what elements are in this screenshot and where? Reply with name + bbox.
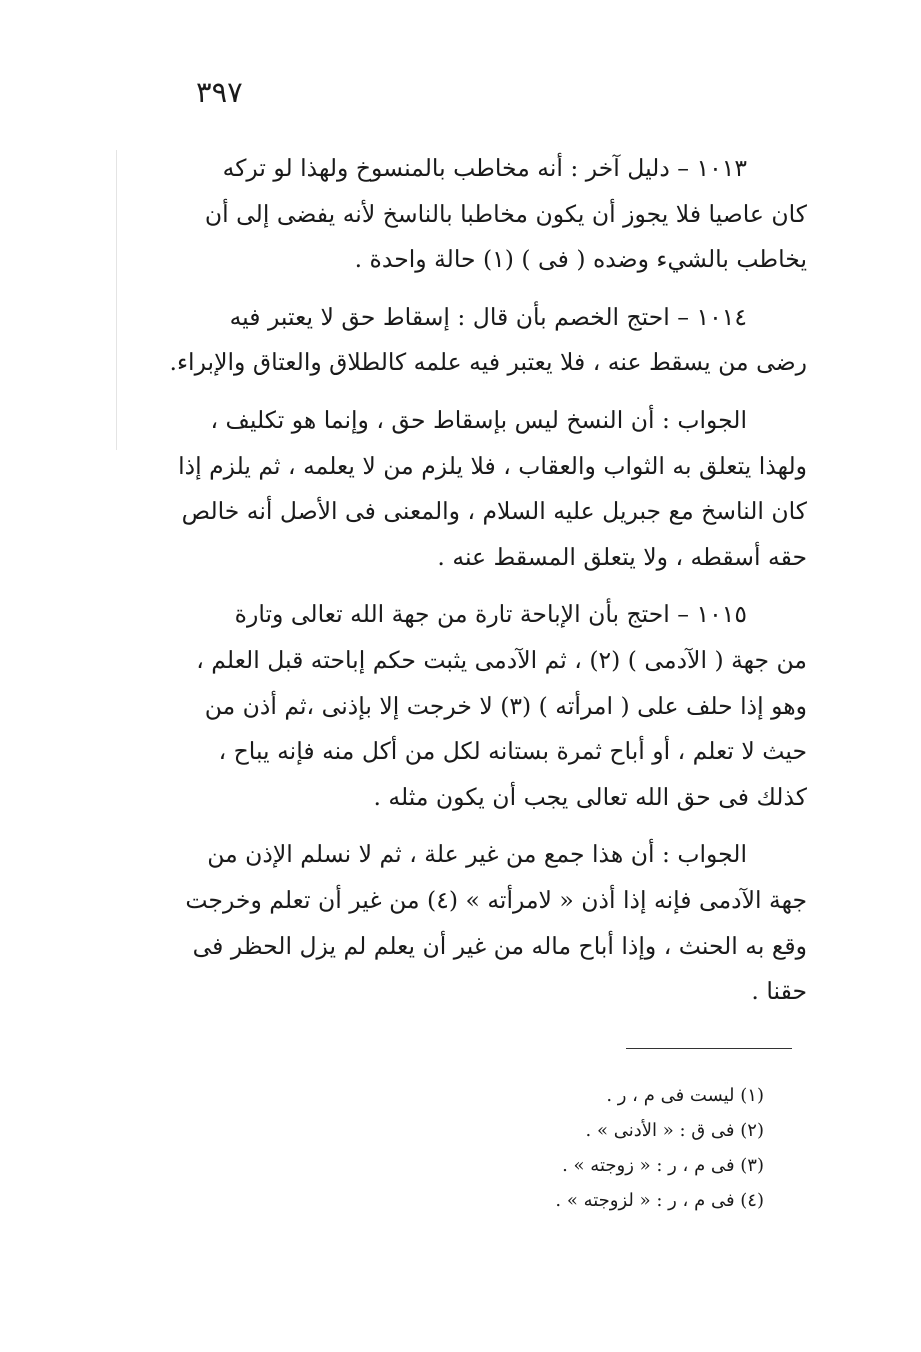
text-line: وقع به الحنث ، وإذا أباح ماله من غير أن يعلم لم يزل الحظر فى	[192, 931, 807, 960]
page-number: ٣٩٧	[196, 75, 243, 109]
text-line: الجواب : أن هذا جمع من غير علة ، ثم لا نسلم الإذن من	[207, 840, 747, 869]
paragraph-1015	[152, 592, 807, 820]
text-line: وهو إذا حلف على ( امرأته ) (٣) لا خرجت إلا بإذنى ،ثم أذن من	[204, 691, 807, 720]
text-line: كان الناسخ مع جبريل عليه السلام ، والمعنى فى الأصل أنه خالص	[181, 497, 807, 526]
text-line: كذلك فى حق الله تعالى يجب أن يكون مثله .	[373, 782, 807, 811]
text-line: ١٠١٣ – دليل آخر : أنه مخاطب بالمنسوخ ولهذا لو تركه	[222, 154, 747, 182]
paragraph-1014	[152, 295, 807, 386]
text-line: حيث لا تعلم ، أو أباح ثمرة بستانه لكل من أكل منه فإنه يباح ،	[218, 737, 807, 766]
text-line: يخاطب بالشيء وضده ( فى ) (١) حالة واحدة .	[354, 245, 807, 274]
footnote-3: (٣) فى م ، ر : « زوجته » .	[562, 1155, 764, 1176]
paragraph-1014-answer	[152, 398, 807, 580]
footnote-divider	[626, 1048, 792, 1049]
paragraph-1015-answer	[152, 832, 807, 1014]
footnote-2: (٢) فى ق : « الأدنى » .	[585, 1120, 764, 1141]
text-line: ولهذا يتعلق به الثواب والعقاب ، فلا يلزم من لا يعلمه ، ثم يلزم إذا	[178, 451, 807, 480]
body-text	[152, 146, 807, 1015]
footnote-1: (١) ليست فى م ، ر .	[606, 1085, 764, 1106]
text-line: ١٠١٥ – احتج بأن الإباحة تارة من جهة الله تعالى وتارة	[234, 600, 747, 629]
text-line: رضى من يسقط عنه ، فلا يعتبر فيه علمه كالطلاق والعتاق والإبراء.	[169, 348, 807, 377]
text-line: من جهة ( الآدمى ) (٢) ، ثم الآدمى يثبت حكم إباحته قبل العلم ،	[196, 645, 807, 674]
margin-rule	[116, 150, 117, 450]
text-line: جهة الآدمى فإنه إذا أذن « لامرأته » (٤) من غير أن تعلم وخرجت	[185, 885, 807, 914]
paragraph-1013	[152, 146, 807, 283]
footnote-4: (٤) فى م ، ر : « لزوجته » .	[555, 1190, 764, 1211]
text-line: ١٠١٤ – احتج الخصم بأن قال : إسقاط حق لا يعتبر فيه	[229, 302, 747, 331]
text-line: حقه أسقطه ، ولا يتعلق المسقط عنه .	[437, 542, 807, 571]
text-line: كان عاصيا فلا يجوز أن يكون مخاطبا بالناسخ لأنه يفضى إلى أن	[204, 199, 807, 228]
text-line: الجواب : أن النسخ ليس بإسقاط حق ، وإنما هو تكليف ،	[210, 405, 747, 434]
footnotes	[380, 1078, 790, 1218]
text-line: حقنا .	[751, 977, 807, 1006]
